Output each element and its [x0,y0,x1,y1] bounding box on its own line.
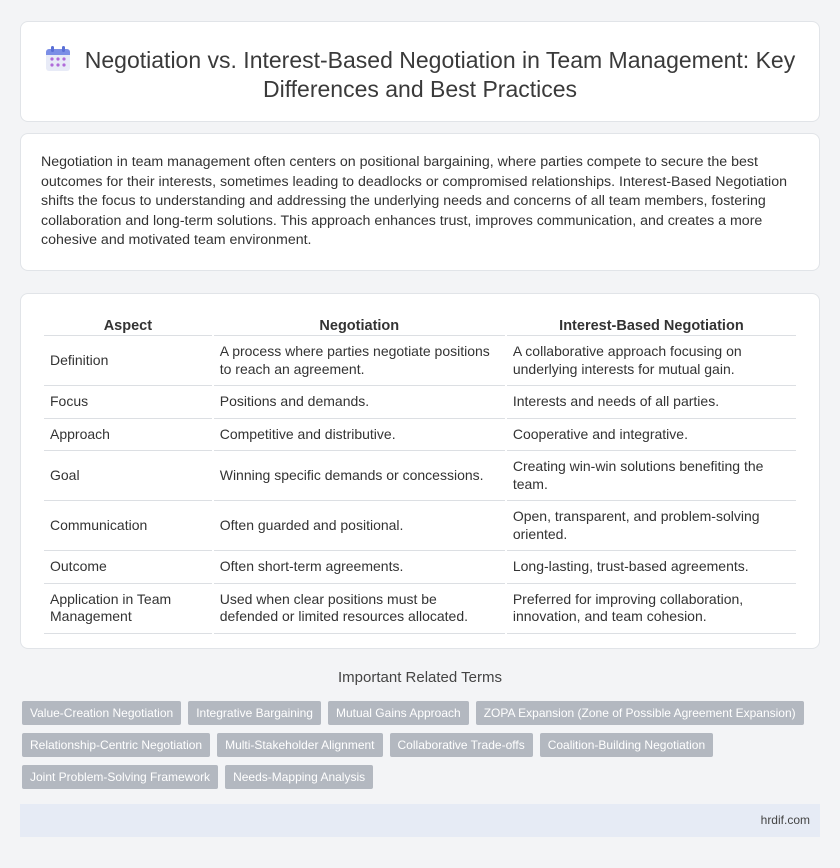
cell-aspect: Focus [44,386,212,419]
comparison-table [42,314,798,634]
table-header-row [44,314,796,336]
table-row [44,551,796,584]
intro-card [20,133,820,271]
table-row [44,584,796,634]
related-term-tag[interactable]: Relationship-Centric Negotiation [22,733,210,757]
related-term-tag[interactable]: Needs-Mapping Analysis [225,765,373,789]
related-term-tag[interactable]: Mutual Gains Approach [328,701,469,725]
table-row [44,451,796,501]
intro-paragraph: Negotiation in team management often centers on positional bargaining, where parties compete to secure the best outcomes for their interests, sometimes leading to deadlocks or compromised relationships. Interest-Based Negotiation shifts the focus to understanding and addressing the underlying needs and concerns of all team members, fostering collaboration and long-term solutions. This approach enhances trust, improves communication, and creates a more cohesive and motivated team environment. [41,154,787,248]
related-term-tag[interactable]: Joint Problem-Solving Framework [22,765,218,789]
table-row [44,336,796,386]
cell-aspect: Application in Team Management [44,584,212,634]
cell-aspect: Goal [44,451,212,501]
header-negotiation: Negotiation [214,314,505,336]
cell-aspect: Outcome [44,551,212,584]
cell-aspect: Communication [44,501,212,551]
cell-interest-based: A collaborative approach focusing on underlying interests for mutual gain. [507,336,796,386]
cell-aspect: Definition [44,336,212,386]
cell-negotiation: Winning specific demands or concessions. [214,451,505,501]
page-title-text: Negotiation vs. Interest-Based Negotiation in Team Management: Key Differences and Best Practices [84,47,796,102]
cell-interest-based: Creating win-win solutions benefiting the team. [507,451,796,501]
cell-interest-based: Long-lasting, trust-based agreements. [507,551,796,584]
cell-negotiation: Positions and demands. [214,386,505,419]
cell-interest-based: Cooperative and integrative. [507,419,796,452]
cell-negotiation: Used when clear positions must be defended or limited resources allocated. [214,584,505,634]
table-row [44,419,796,452]
related-terms-list [22,701,822,797]
cell-negotiation: Often guarded and positional. [214,501,505,551]
related-terms-heading: Important Related Terms [338,669,502,686]
footer [20,804,820,837]
related-term-tag[interactable]: Value-Creation Negotiation [22,701,181,725]
cell-interest-based: Interests and needs of all parties. [507,386,796,419]
header-aspect: Aspect [44,314,212,336]
header-interest-based: Interest-Based Negotiation [507,314,796,336]
related-term-tag[interactable]: Collaborative Trade-offs [390,733,533,757]
related-term-tag[interactable]: Multi-Stakeholder Alignment [217,733,382,757]
cell-aspect: Approach [44,419,212,452]
cell-negotiation: A process where parties negotiate positions to reach an agreement. [214,336,505,386]
cell-interest-based: Preferred for improving collaboration, innovation, and team cohesion. [507,584,796,634]
comparison-card [20,293,820,649]
page-title [21,46,819,104]
cell-interest-based: Open, transparent, and problem-solving oriented. [507,501,796,551]
table-row [44,386,796,419]
footer-site[interactable]: hrdif.com [760,813,810,827]
cell-negotiation: Often short-term agreements. [214,551,505,584]
calendar-icon [45,46,71,72]
title-card [20,21,820,122]
related-term-tag[interactable]: ZOPA Expansion (Zone of Possible Agreement Expansion) [476,701,804,725]
cell-negotiation: Competitive and distributive. [214,419,505,452]
table-row [44,501,796,551]
related-term-tag[interactable]: Integrative Bargaining [188,701,321,725]
related-term-tag[interactable]: Coalition-Building Negotiation [540,733,713,757]
